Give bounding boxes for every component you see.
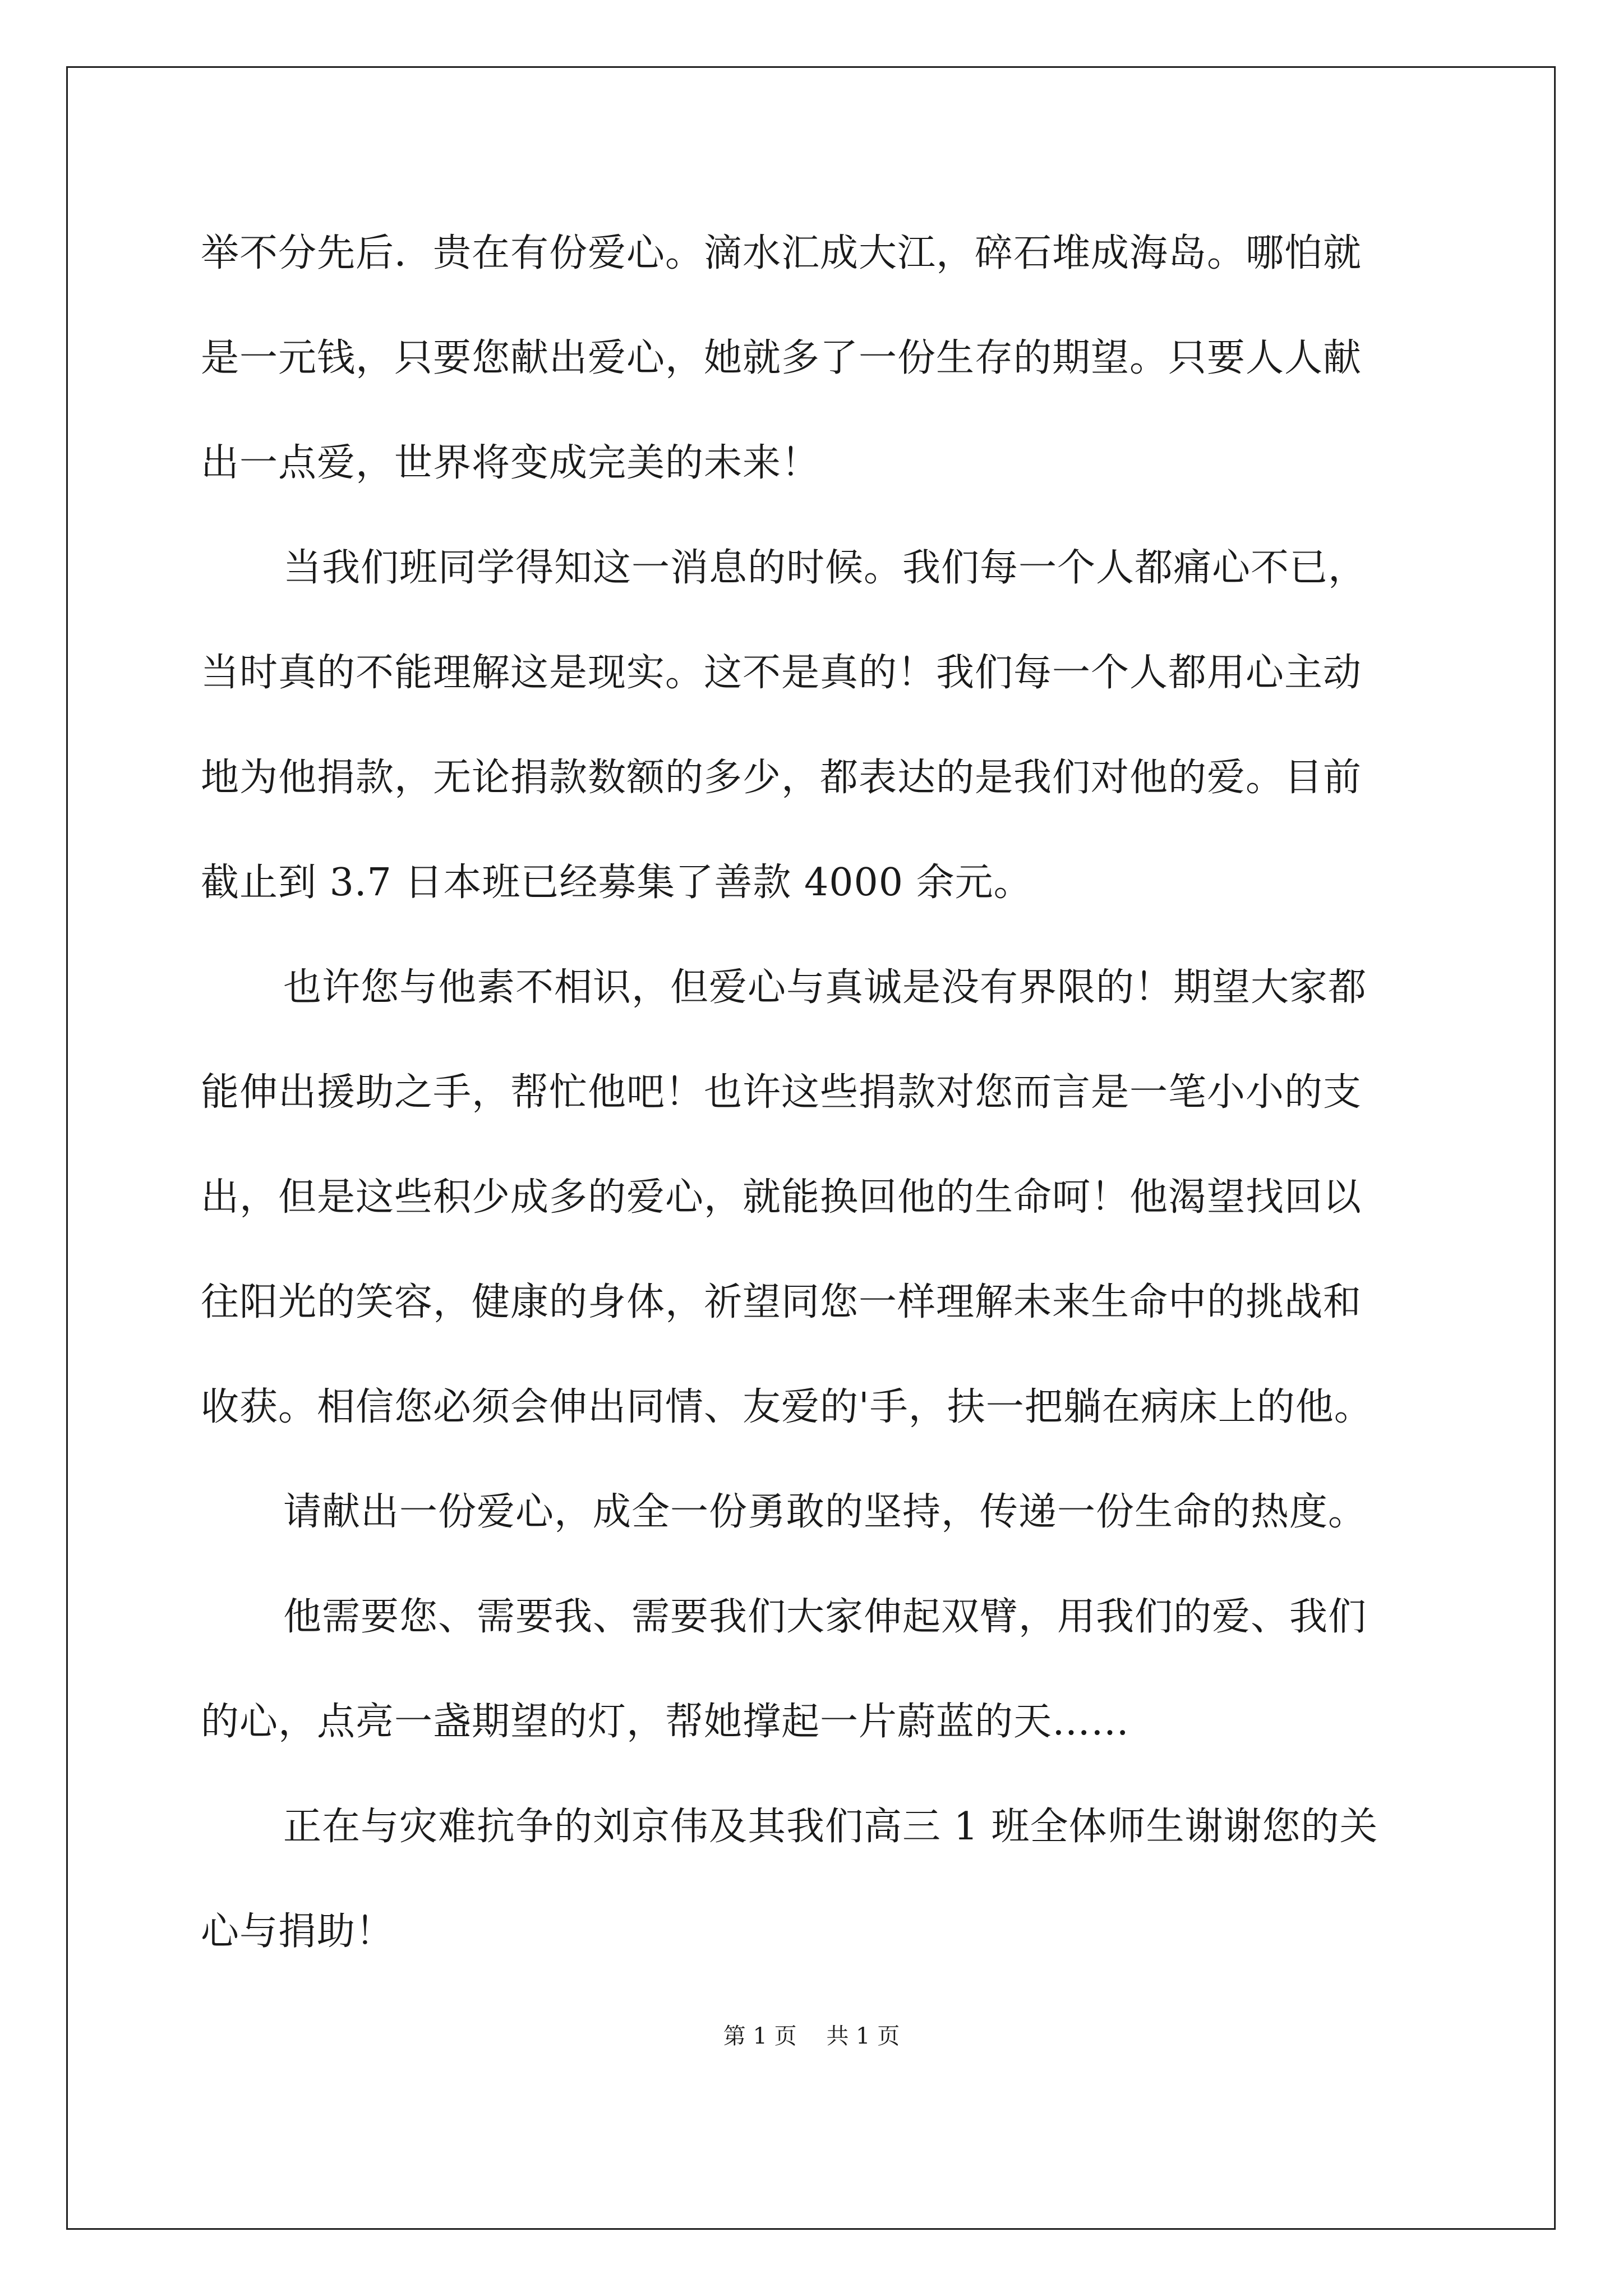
text-line: 能伸出援助之手，帮忙他吧！也许这些捐款对您而言是一笔小小的支 [201, 1070, 1362, 1115]
paragraph-first-line: 也许您与他素不相识，但爱心与真诚是没有界限的！期望大家都 [283, 965, 1367, 1010]
page-footer: 第 1 页 共 1 页 [723, 2023, 900, 2049]
page-border [66, 66, 1556, 2230]
text-line: 地为他捐款，无论捐款数额的多少，都表达的是我们对他的爱。目前 [201, 756, 1362, 800]
text-line: 往阳光的笑容，健康的身体，祈望同您一样理解未来生命中的挑战和 [201, 1280, 1362, 1324]
paragraph-first-line: 他需要您、需要我、需要我们大家伸起双臂，用我们的爱、我们 [283, 1595, 1367, 1639]
text-line: 当时真的不能理解这是现实。这不是真的！我们每一个人都用心主动 [201, 651, 1362, 695]
text-line: 截止到 3.7 日本班已经募集了善款 4000 余元。 [201, 861, 1032, 905]
text-line: 心与捐助！ [201, 1910, 395, 1954]
text-line: 是一元钱，只要您献出爱心，她就多了一份生存的期望。只要人人献 [201, 336, 1362, 380]
text-line: 出，但是这些积少成多的爱心，就能换回他的生命呵！他渴望找回以 [201, 1175, 1362, 1220]
text-line: 出一点爱，世界将变成完美的未来！ [201, 441, 820, 485]
text-line: 举不分先后．贵在有份爱心。滴水汇成大江，碎石堆成海岛。哪怕就 [201, 231, 1362, 275]
paragraph-first-line: 当我们班同学得知这一消息的时候。我们每一个人都痛心不已， [283, 546, 1367, 590]
paragraph-first-line: 正在与灾难抗争的刘京伟及其我们高三 1 班全体师生谢谢您的关 [283, 1805, 1378, 1849]
text-line: 收获。相信您必须会伸出同情、友爱的'手，扶一把躺在病床上的他。 [201, 1385, 1373, 1429]
paragraph-first-line: 请献出一份爱心，成全一份勇敢的坚持，传递一份生命的热度。 [283, 1490, 1367, 1534]
text-line: 的心，点亮一盏期望的灯，帮她撑起一片蔚蓝的天…… [201, 1700, 1130, 1744]
